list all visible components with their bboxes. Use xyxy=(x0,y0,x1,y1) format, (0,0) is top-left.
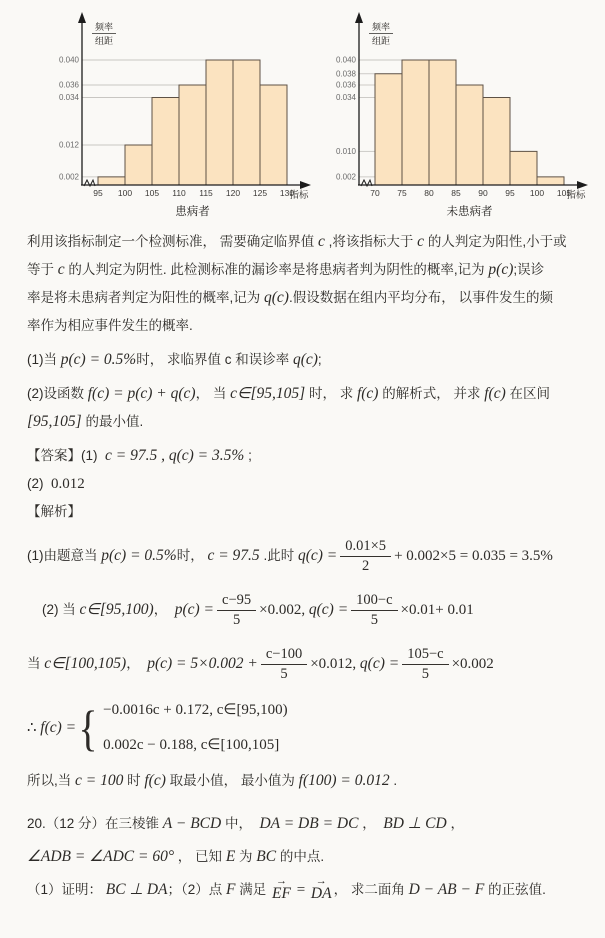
text: ， xyxy=(446,816,464,831)
y-tick-label: 0.036 xyxy=(58,80,79,90)
text: (1)由题意当 xyxy=(27,548,102,563)
math-upright-text: ×0.002 xyxy=(451,656,494,672)
math-text: p(c) = 5×0.002 + xyxy=(147,655,258,672)
piecewise-row xyxy=(103,731,288,759)
text: 利用该指标制定一个检测标准， 需要确定临界值 xyxy=(27,234,319,249)
problem-text xyxy=(0,222,605,907)
math-text: BC xyxy=(256,848,277,865)
y-tick-label: 0.040 xyxy=(335,55,356,65)
fraction-numerator: c−100 xyxy=(261,645,307,664)
solution-line xyxy=(27,586,581,634)
x-tick-label: 100 xyxy=(529,188,545,198)
problem-intro-line xyxy=(27,256,581,284)
x-tick-label: 95 xyxy=(505,188,515,198)
vector-name: EF xyxy=(272,885,291,903)
y-axis-label-denominator: 组距 xyxy=(94,36,114,46)
text: ， 求二面角 xyxy=(333,882,409,897)
histogram-bar xyxy=(98,177,125,185)
math-text: c = 100 xyxy=(75,772,124,789)
text: 时， 求 xyxy=(305,386,357,401)
math-text: c∈[95,100) xyxy=(79,601,154,618)
math-text: c xyxy=(417,233,425,250)
math-text: f(c) = xyxy=(40,718,77,736)
math-text: c = 97.5 , q(c) = 3.5% xyxy=(105,447,245,464)
text: ；（2）点 xyxy=(167,882,227,897)
text: ,将该指标大于 xyxy=(324,234,418,249)
math-text: BD ⊥ CD xyxy=(383,815,447,832)
histogram-bar xyxy=(260,85,287,185)
x-axis-label: 指标 xyxy=(289,190,309,201)
math-text: q(c) = xyxy=(308,601,349,618)
math-text: D − AB − F xyxy=(408,881,485,898)
chart-caption: 患病者 xyxy=(175,206,210,218)
math-text: c xyxy=(57,261,65,278)
x-tick-label: 80 xyxy=(424,188,434,198)
text: （1）证明： xyxy=(27,882,106,897)
fraction-numerator: c−95 xyxy=(217,591,256,610)
math-text: F xyxy=(226,881,236,898)
text: (2) xyxy=(27,476,52,491)
math-text: E xyxy=(225,848,236,865)
y-tick-label: 0.038 xyxy=(335,69,356,79)
math-text: q(c) xyxy=(264,289,289,306)
fraction xyxy=(261,645,307,682)
math-upright-text: ×0.012, xyxy=(310,656,360,672)
text: ;误诊 xyxy=(513,262,545,277)
math-text: DA = DB = DC xyxy=(259,815,359,832)
histogram-svg xyxy=(329,10,594,222)
math-text: f(c) xyxy=(356,385,379,402)
text: ， 已知 xyxy=(174,849,226,864)
math-text: c = 97.5 xyxy=(207,547,260,564)
y-axis-label-numerator: 频率 xyxy=(371,22,391,32)
math-text: p(c) = xyxy=(174,601,215,618)
math-upright-text: 0.012 xyxy=(51,476,85,492)
vector-arrow-icon: → xyxy=(275,875,287,888)
x-tick-label: 105 xyxy=(144,188,160,198)
histogram-bar xyxy=(375,74,402,185)
vector xyxy=(272,875,291,903)
y-axis-arrow-icon xyxy=(78,12,86,23)
text: 当 xyxy=(27,656,45,671)
text: 时， 求临界值 c 和误诊率 xyxy=(136,352,293,367)
text: ， 当 xyxy=(195,386,231,401)
x-tick-label: 125 xyxy=(252,188,268,198)
fraction xyxy=(217,591,256,628)
y-tick-label: 0.040 xyxy=(58,55,79,65)
text: 【解析】 xyxy=(27,504,81,519)
math-text: [95,105] xyxy=(27,413,82,430)
text: ， xyxy=(358,816,384,831)
histogram-bar xyxy=(429,60,456,185)
text: .假设数据在组内平均分布， 以事件发生的频 xyxy=(288,290,553,305)
text: ， xyxy=(126,656,148,671)
problem-20-line xyxy=(27,840,581,873)
y-axis-label-denominator: 组距 xyxy=(371,36,391,46)
fraction-denominator: 5 xyxy=(421,665,430,682)
fraction-numerator: 0.01×5 xyxy=(340,537,391,556)
math-text: ∠ADB = ∠ADC = 60° xyxy=(27,848,175,865)
math-text: c xyxy=(318,233,325,250)
text: 时 xyxy=(123,773,145,788)
math-upright-text: = xyxy=(292,882,309,898)
charts-row xyxy=(0,0,605,222)
text: 所以,当 xyxy=(27,773,76,788)
problem-intro-line xyxy=(27,312,581,340)
histogram-bar xyxy=(152,98,179,186)
text: 的中点. xyxy=(276,849,325,864)
text: 取最小值， 最小值为 xyxy=(165,773,299,788)
text: ; xyxy=(244,448,252,463)
vector-name: DA xyxy=(310,885,332,903)
x-axis-arrow-icon xyxy=(300,181,311,189)
problem-intro-line xyxy=(27,228,581,256)
x-tick-label: 95 xyxy=(93,188,103,198)
solution-line xyxy=(27,640,581,688)
text: . xyxy=(389,773,398,788)
x-tick-label: 100 xyxy=(117,188,133,198)
histogram-svg xyxy=(52,10,317,222)
x-tick-label: 120 xyxy=(225,188,241,198)
text: 的正弦值. xyxy=(484,882,546,897)
math-text: q(c) = xyxy=(359,655,400,672)
y-tick-label: 0.002 xyxy=(335,172,356,182)
y-tick-label: 0.034 xyxy=(335,93,356,102)
histogram-bar xyxy=(402,60,429,185)
histogram-bar xyxy=(179,85,206,185)
fraction xyxy=(351,591,397,628)
text: 的解析式， 并求 xyxy=(378,386,485,401)
piecewise-row xyxy=(103,696,288,724)
math-upright-text: ×0.002, xyxy=(259,602,309,618)
fraction-denominator: 2 xyxy=(362,557,370,574)
text: (2)设函数 xyxy=(27,386,88,401)
text: 等于 xyxy=(27,262,58,277)
vector-arrow-icon: → xyxy=(315,875,327,888)
y-tick-label: 0.034 xyxy=(58,93,79,102)
math-text: c∈[100,105) xyxy=(44,655,127,672)
text: 中， xyxy=(221,816,260,831)
chart-caption: 未患病者 xyxy=(446,206,493,218)
histogram-bar xyxy=(125,145,152,185)
text: (2) 当 xyxy=(27,602,80,617)
text: 20.（12 分）在三棱锥 xyxy=(27,816,163,831)
problem-intro-line xyxy=(27,284,581,312)
brace-icon: { xyxy=(78,699,98,756)
math-text: BC ⊥ DA xyxy=(105,881,168,898)
y-tick-label: 0.002 xyxy=(58,172,79,182)
histogram-bar xyxy=(537,177,564,185)
x-tick-label: 90 xyxy=(478,188,488,198)
fraction-denominator: 5 xyxy=(280,665,288,682)
text: 的人判定为阳性,小于或 xyxy=(424,234,567,249)
math-upright-text: 0.002c − 0.188, c∈[100,105] xyxy=(103,737,280,753)
math-text: q(c) xyxy=(292,351,318,368)
x-tick-label: 105 xyxy=(556,188,572,198)
math-text: c∈[95,105] xyxy=(230,385,306,402)
text: ; xyxy=(317,352,322,367)
question-2-cont xyxy=(27,408,581,436)
fraction-numerator: 100−c xyxy=(351,591,397,610)
histogram-bar xyxy=(483,98,510,186)
histogram-bar xyxy=(456,85,483,185)
math-text: p(c) = 0.5% xyxy=(60,351,137,368)
y-tick-label: 0.012 xyxy=(58,140,79,150)
text: 率作为相应事件发生的概率. xyxy=(27,318,193,333)
text: 的人判定为阴性. 此检测标准的漏诊率是将患病者判为阴性的概率,记为 xyxy=(64,262,489,277)
math-upright-text: ∴ xyxy=(27,719,41,736)
solution-piecewise xyxy=(27,696,581,759)
math-text: q(c) = xyxy=(297,547,338,564)
x-tick-label: 75 xyxy=(397,188,407,198)
text: 为 xyxy=(235,849,257,864)
analysis-heading xyxy=(27,498,581,526)
fraction-denominator: 5 xyxy=(370,611,378,628)
problem-20-line xyxy=(27,807,581,840)
question-1 xyxy=(27,346,581,374)
y-tick-label: 0.036 xyxy=(335,80,356,90)
text: 时， xyxy=(176,548,208,563)
text: .此时 xyxy=(259,548,298,563)
x-tick-label: 85 xyxy=(451,188,461,198)
math-text: f(100) = 0.012 xyxy=(298,772,390,789)
answer-line xyxy=(27,442,581,470)
math-upright-text: ×0.01+ 0.01 xyxy=(400,602,474,618)
text: (1)当 xyxy=(27,352,61,367)
y-axis-label-numerator: 频率 xyxy=(94,22,114,32)
x-tick-label: 130 xyxy=(279,188,295,198)
x-axis-label: 指标 xyxy=(566,190,586,201)
math-text: f(c) xyxy=(484,385,506,402)
fraction-denominator: 5 xyxy=(232,611,241,628)
answer-line xyxy=(27,470,581,498)
piecewise-function xyxy=(76,696,288,759)
text: 满足 xyxy=(235,882,270,897)
text: 在区间 xyxy=(505,386,551,401)
math-upright-text: + 0.002×5 = 0.035 = 3.5% xyxy=(394,548,553,564)
x-tick-label: 70 xyxy=(370,188,380,198)
text: 的最小值. xyxy=(81,414,144,429)
math-text: A − BCD xyxy=(162,815,222,832)
solution-line xyxy=(27,532,581,580)
y-axis-arrow-icon xyxy=(355,12,363,23)
piecewise-rows xyxy=(103,696,288,759)
x-tick-label: 115 xyxy=(199,188,213,198)
x-axis-arrow-icon xyxy=(577,181,588,189)
x-tick-label: 110 xyxy=(172,188,186,198)
math-text: f(c) = p(c) + q(c) xyxy=(87,385,196,402)
histogram-patients xyxy=(52,10,317,222)
histogram-non-patients xyxy=(329,10,594,222)
fraction xyxy=(340,537,391,574)
fraction-numerator: 105−c xyxy=(402,645,448,664)
text: ， xyxy=(153,602,175,617)
fraction xyxy=(402,645,448,682)
question-2 xyxy=(27,380,581,408)
y-tick-label: 0.010 xyxy=(335,146,356,156)
text: 【答案】(1) xyxy=(27,448,106,463)
histogram-bar xyxy=(233,60,260,185)
vector xyxy=(310,875,332,903)
histogram-bar xyxy=(510,151,537,185)
problem-20-line xyxy=(27,873,581,907)
solution-conclusion xyxy=(27,767,581,795)
math-text: f(c) xyxy=(144,772,166,789)
math-text: p(c) = 0.5% xyxy=(101,547,177,564)
histogram-bar xyxy=(206,60,233,185)
math-upright-text: −0.0016c + 0.172, c∈[95,100) xyxy=(103,702,288,718)
text: 率是将未患病者判定为阳性的概率,记为 xyxy=(27,290,265,305)
math-text: p(c) xyxy=(488,261,514,278)
